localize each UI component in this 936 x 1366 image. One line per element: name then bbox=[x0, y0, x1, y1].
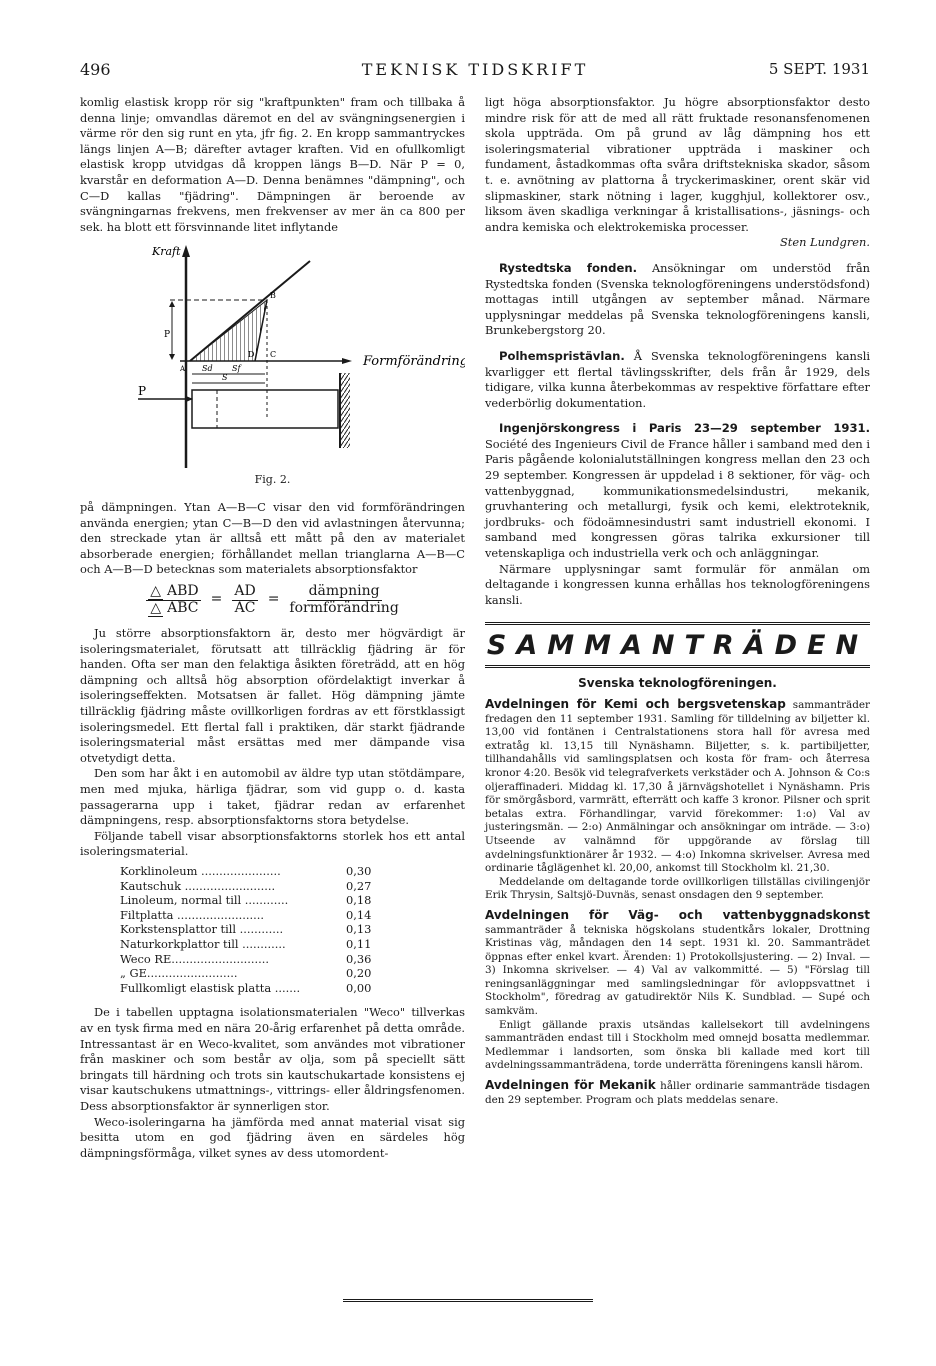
page-header bbox=[80, 60, 870, 84]
absorption-table bbox=[120, 864, 386, 995]
meeting-vag bbox=[485, 909, 870, 1019]
meeting-mekanik bbox=[485, 1079, 870, 1107]
label-s: S bbox=[222, 373, 228, 383]
table-row: Linoleum, normal till ............ 0,18 bbox=[120, 893, 372, 908]
formula-denominator: ABC bbox=[167, 599, 199, 616]
notice-polhem bbox=[485, 349, 870, 411]
paragraph: De i tabellen upptagna isolationsmaterialen "Weco" tillverkas av en tysk firma med en nära 20-årig erfarenhet på detta område. Intressantast är en Weco-kvalitet, som användes mot vibrationer från maskiner och som består av olja, som på speciellt sätt bringats till härdning och trots sin kautschukartade konsistens ej visar kautschukens utmattnings-, vittrings- eller åldringsfenomen. Dess absorptionsfaktor är synnerligen stor. bbox=[80, 1005, 465, 1113]
notice-text: Ansökningar om understöd från Rystedtska fonden (Svenska teknologföreningens understödsfond) mottagas intill utgången av september månad. Närmare upplysningar meddelas på Svenska teknologföreningens kansli, Brunkebergstorg 20. bbox=[485, 260, 870, 338]
issue-date: 5 SEPT. 1931 bbox=[768, 60, 870, 78]
formula-denominator: formförändring bbox=[289, 599, 399, 616]
label-B: B bbox=[270, 291, 276, 301]
triangle-symbol: △ bbox=[150, 582, 161, 599]
table-row: Filtplatta ........................ 0,14 bbox=[120, 907, 372, 922]
absorption-formula bbox=[80, 584, 465, 616]
table-row: Korkstensplattor till ............ 0,13 bbox=[120, 922, 372, 937]
table-row: Naturkorkplattor till ............ 0,11 bbox=[120, 936, 372, 951]
label-P-force: P bbox=[138, 384, 147, 399]
force-deformation-diagram bbox=[80, 243, 465, 468]
paragraph: komlig elastisk kropp rör sig "kraftpunkten" fram och tillbaka å denna linje; omvandlas däremot en del av svängningsenergien i värme rör den sig runt en yta, jfr fig. 2. En kropp sammantryckes längs linjen A—B; därefter avtager kraften. Vid en ofullkomligt elastisk kropp utvidgas då kroppen längs B—D. När P = 0, kvarstår en deformation A—D. Denna benämnes "dämpning", och C—D kallas "fjädring". Dämpningen är beroende av svängningarnas frekvens, men frekvenser av mer än ca 800 per sek. ha blott ett försvinnande litet inflytande bbox=[80, 95, 465, 234]
notice-text: Société des Ingenieurs Civil de France håller i samband med den i Paris pågående kolonialutställningen kongress mellan den 23 och 29 september. Kongressen är uppdelad i 8 sektioner, för väg- och vattenbyggnad, kommunikationsmedelsindustri, mekanik, gruvhantering och metallurgi, fysik och kemi, elektroteknik, jordbruks- och födoämnesindustri samt industriell ekonomi. I samband med kongressen göras talrika exkursioner till vetenskapliga och industriella verk och och anläggningar. bbox=[485, 436, 870, 561]
left-column bbox=[80, 95, 465, 1161]
paragraph: ligt höga absorptionsfaktor. Ju högre absorptionsfaktor desto mindre risk för att de med all rätt fruktade resonansfenomenen skola uppträda. Om på grund av låg dämpning hos ett isoleringsmaterial vibrationer uppträda i maskiner och fundament, åstadkommas ofta svåra driftstekniska skador, såsom t. e. avnötning av plattorna å tryckerimaskiner, orent skär vid slipmaskiner, stark nötning i lager, kugghjul, kollektorer osv., liksom även skadliga verkningar å kristallisations-, jäsnings- och andra kemiska och elektrokemiska processer. bbox=[485, 95, 870, 234]
y-axis-label: Kraft bbox=[152, 245, 181, 259]
wall bbox=[340, 373, 350, 448]
label-sf: Sf bbox=[232, 364, 241, 374]
fraction bbox=[146, 584, 200, 616]
table-row: Fullkomligt elastisk platta ....... 0,00 bbox=[120, 980, 372, 995]
page-number: 496 bbox=[80, 60, 111, 79]
table-row: Kautschuk ......................... 0,27 bbox=[120, 878, 372, 893]
notice-rystedt bbox=[485, 261, 870, 339]
notice-title: Rystedtska fonden. bbox=[499, 260, 637, 275]
table-row: Korklinoleum ...................... 0,30 bbox=[120, 864, 372, 878]
paragraph: Enligt gällande praxis utsändas kallelsekort till avdelningens sammanträden endast till i Stockholm med omnejd bosatta medlemmar. Medlemmar i landsorten, som önska bli kallade med kort till avdelningssammanträdena, torde underrätta föreningens kansli härom. bbox=[485, 1018, 870, 1072]
paragraph: Meddelande om deltagande torde ovillkorligen tillställas civilingenjör Erik Thrysin, Saltsjö-Duvnäs, senast onsdagen den 9 september. bbox=[485, 875, 870, 902]
notice-title: Polhemspristävlan. bbox=[499, 348, 625, 363]
triangle-symbol: △ bbox=[150, 599, 162, 616]
right-column bbox=[485, 95, 870, 1107]
label-sd: Sd bbox=[202, 364, 213, 374]
formula-numerator: ABD bbox=[166, 582, 199, 599]
paragraph: Weco-isoleringarna ha jämförda med annat material visat sig besitta utom en god fjädring även en särdeles hög dämpningsförmåga, vilket synes av dess utomordent- bbox=[80, 1114, 465, 1160]
label-A: A bbox=[180, 365, 186, 374]
notice-kongress bbox=[485, 421, 870, 561]
society-heading: Svenska teknologföreningen. bbox=[578, 676, 777, 691]
meeting-kemi bbox=[485, 698, 870, 876]
paragraph: Närmare upplysningar samt formulär för anmälan om deltagande i kongressen kunna erhållas hos teknologföreningens kansli. bbox=[485, 561, 870, 607]
paragraph: Den som har åkt i en automobil av äldre typ utan stötdämpare, men med mjuka, härliga fjädrar, som vid gupp o. d. kasta passagerarna upp i taket, fjädrar redan av erfarenhet dämpningens, resp. absorptionsfaktorns stora betydelse. bbox=[80, 766, 465, 828]
label-C: C bbox=[270, 350, 277, 360]
paragraph: Följande tabell visar absorptionsfaktorns storlek hos ett antal isoleringsmaterial. bbox=[80, 828, 465, 859]
end-rule bbox=[343, 1299, 593, 1302]
notice-title: Ingenjörskongress i Paris 23—29 september 1931. bbox=[499, 421, 870, 436]
fraction bbox=[232, 584, 257, 616]
equals-sign: = bbox=[210, 591, 223, 608]
meeting-text: sammanträder fredagen den 11 september 1931. Samling för tilldelning av biljetter kl. 13,00 vid fontänen i Centralstationens stora hall för avresa med extratåg kl. 13,15 till Nynäshamn. Biljetter, s. k. partibiljetter, tillhandahålls vid samlingsplatsen och kosta för fram- och återresa kronor 4:20. Besök vid telegrafverkets verkstäder och A. Johnson & Co:s oljeraffinaderi. Middag kl. 17,30 å järnvägshotellet i Nynäshamn. Pris för smörgåsbord, varmrätt, efterrätt och kaffe 3 kronor. Pilsner och sprit betalas extra. Förhandlingar, varvid förekommer: 1:o) Val av justeringsmän. — 2:o) Anmälningar och ansökningar om inträde. — 3:o) Utseende av valnämnd för uppgörande av förslag till avdelningsfunktionärer år 1932. — 4:o) Inkomna skrivelser. Avresa med ordinarie tåglägenhet kl. 20,00, ankomst till Stockholm kl. 21,30. bbox=[485, 699, 870, 875]
meeting-title: Avdelningen för Kemi och bergsvetenskap bbox=[485, 697, 786, 711]
section-banner bbox=[485, 622, 870, 668]
x-axis-label: Formförändring bbox=[363, 354, 465, 370]
meeting-title: Avdelningen för Mekanik bbox=[485, 1078, 656, 1093]
figure-caption: Fig. 2. bbox=[254, 473, 291, 487]
formula-numerator: AD bbox=[234, 582, 256, 599]
banner-title: SAMMANTRÄDEN bbox=[486, 629, 869, 661]
journal-title: TEKNISK TIDSKRIFT bbox=[361, 60, 589, 79]
figure-2 bbox=[80, 243, 465, 468]
author-signature: Sten Lundgren. bbox=[779, 235, 870, 250]
formula-numerator: dämpning bbox=[308, 582, 380, 599]
paragraph: på dämpningen. Ytan A—B—C visar den vid formförändringen använda energien; ytan C—B—D den vid avlastningen återvunna; den streckade ytan är alltså ett mått på den av materialet absorberade energien; förhållandet mellan trianglarna A—B—C och A—B—D betecknas som materialets absorptionsfaktor bbox=[80, 499, 465, 577]
table-row: Weco RE........................... 0,36 bbox=[120, 951, 372, 966]
specimen bbox=[192, 390, 338, 428]
label-D: D bbox=[248, 350, 255, 360]
meeting-text: håller ordinarie sammanträde tisdagen den 29 september. Program och plats meddelas senare. bbox=[485, 1080, 871, 1106]
fraction bbox=[289, 584, 398, 616]
equals-sign: = bbox=[267, 591, 280, 608]
meeting-title: Avdelningen för Väg- och vattenbyggnadskonst bbox=[485, 907, 870, 922]
table-row: „ GE......................... 0,20 bbox=[120, 966, 372, 981]
meeting-text: sammanträder å tekniska högskolans studentkårs lokaler, Drottning Kristinas väg, måndagen den 14 sept. 1931 kl. 20. Sammanträdet öppnas efter enkel kvart. Ärenden: 1) Protokollsjustering. — 2) Inval. — 3) Inkomna skrivelser. — 4) Val av valkommitté. — 5) "Förslag till reningsanläggningar med samlingsledningar för avloppsvattnet i Stockholm", föredrag av gatudirektör Nils K. Sundblad. — Supé och samkväm. bbox=[485, 923, 870, 1018]
notice-text: Å Svenska teknologföreningens kansli kvarligger ett flertal tävlingsskrifter, dels från år 1929, dels tidigare, vilka kunna återbekommas av respektive författare efter vederbörlig dokumentation. bbox=[485, 348, 870, 410]
paragraph: Ju större absorptionsfaktorn är, desto mer högvärdigt är isoleringsmaterialet, förutsatt att tillräcklig fjädring är för handen. Ofta ser man den felaktiga åsikten företrädd, att en hög dämpning och alltså hög absorption ofördelaktigt inverkar å isoleringseffekten. Motsatsen är fallet. Hög dämpning jämte tillräcklig fjädring måste ovillkorligen fordras av ett förstklassigt isoleringsmedel. Ett flertal fall i praktiken, där starkt fjädrande isoleringsmaterial måst ersättas med mer dämpande visa otvetydigt detta. bbox=[80, 626, 465, 765]
formula-denominator: AC bbox=[234, 599, 256, 616]
label-P-axis: P bbox=[164, 330, 171, 341]
